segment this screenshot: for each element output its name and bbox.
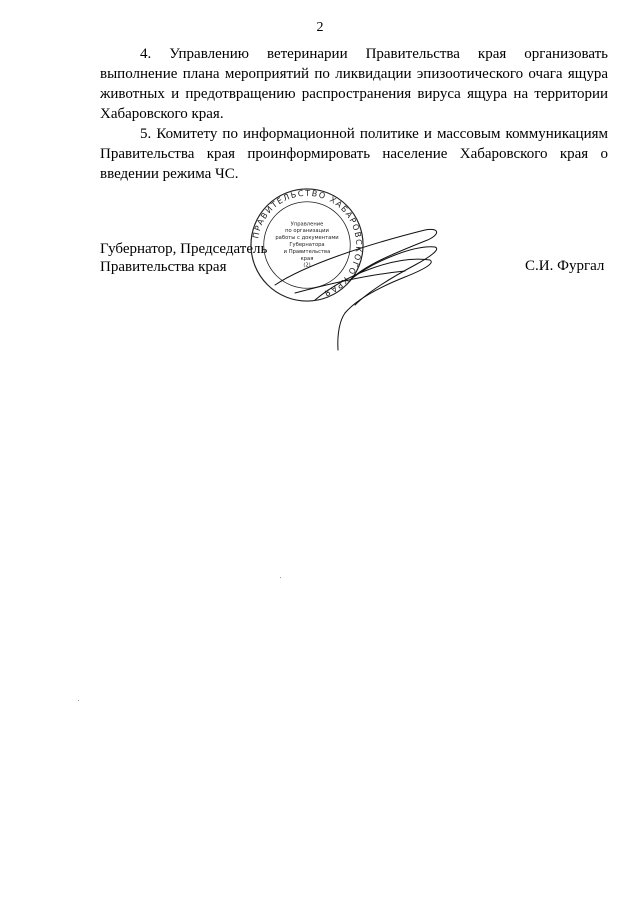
signatory-position-line2: Правительства края [100,259,227,275]
seal-line: Управление [290,221,324,228]
signatory-name: С.И. Фургал [525,258,605,274]
body-text [100,44,608,184]
paragraph-4: 4. Управлению ветеринарии Правительства края организовать выполнение плана мероприятий по ликвидации эпизоотического очага ящура животных и предотвращению распространения вируса ящура на территории Хабаровского края. [100,46,608,122]
signatory-position-line1: Губернатор, Председатель [100,241,268,257]
seal-line: и Правительства [283,248,331,255]
seal-line: работы с документами [275,235,339,242]
handwritten-signature [255,205,445,355]
scan-speck [280,577,281,578]
seal-line: края [300,255,314,262]
scan-speck [78,700,79,701]
paragraph-5: 5. Комитету по информационной политике и массовым коммуникациям Правительства края проинформировать население Хабаровского края о введении режима ЧС. [100,126,608,182]
page-number: 2 [316,20,324,35]
seal-ring-text: ПРАВИТЕЛЬСТВО ХАБАРОВСКОГО КРАЯ [251,188,364,299]
seal-line: по организации [285,228,329,235]
signatory-position [100,240,267,276]
seal-line: (2) [303,262,311,269]
seal-line: Губернатора [289,241,325,248]
